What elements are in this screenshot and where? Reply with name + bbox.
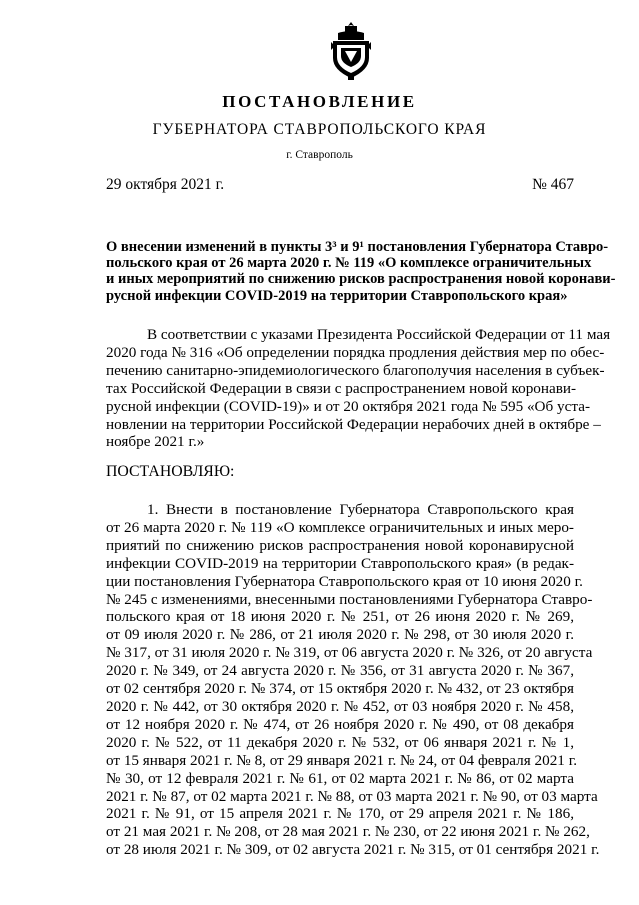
text-line: 1. Внести в постановление Губернатора Ставропольского края: [147, 501, 574, 518]
text-line: русной инфекции (COVID-19)» и от 20 октября 2021 года № 595 «Об уста-: [106, 397, 590, 415]
city-label: г. Ставрополь: [286, 149, 353, 161]
item-1-paragraph: [106, 501, 600, 859]
text-line: 2020 года № 316 «Об определении порядка продления действия мер по обес-: [106, 343, 605, 361]
text-line: № 245 с изменениями, внесенными постановлениями Губернатора Ставро-: [106, 590, 593, 608]
document-number: № 467: [532, 176, 574, 193]
text-line: печению санитарно-эпидемиологического благополучия населения в субъек-: [106, 361, 605, 379]
text-line: от 12 ноября 2020 г. № 474, от 26 ноября 2020 г. № 490, от 08 декабря: [106, 715, 574, 733]
document-subject: [106, 239, 616, 304]
text-line: приятий по снижению рисков распространения новой коронавирусной: [106, 536, 574, 554]
subject-line: польского края от 26 марта 2020 г. № 119 «О комплексе ограничительных: [106, 255, 592, 272]
text-line: 2020 г. № 522, от 11 декабря 2020 г. № 532, от 06 января 2021 г. № 1,: [106, 733, 574, 751]
text-line: № 30, от 12 февраля 2021 г. № 61, от 02 марта 2021 г. № 86, от 02 марта: [106, 769, 574, 787]
text-line: В соответствии с указами Президента Российской Федерации от 11 мая: [147, 326, 611, 343]
text-line: 2021 г. № 87, от 02 марта 2021 г. № 88, от 03 марта 2021 г. № 90, от 03 марта: [106, 787, 598, 805]
stavropol-coat-of-arms-icon: [328, 20, 374, 82]
subject-line: и иных мероприятий по снижению рисков распространения новой коронави-: [106, 271, 616, 288]
issuer-subtitle: ГУБЕРНАТОРА СТАВРОПОЛЬСКОГО КРАЯ: [152, 121, 487, 138]
text-line: 2020 г. № 442, от 30 октября 2020 г. № 452, от 03 ноября 2020 г. № 458,: [106, 697, 574, 715]
subject-line: О внесении изменений в пункты 3³ и 9¹ постановления Губернатора Ставро-: [106, 239, 609, 255]
text-line: польского края от 18 июня 2020 г. № 251, от 26 июня 2020 г. № 269,: [106, 608, 574, 626]
decree-heading: ПОСТАНОВЛЯЮ:: [106, 463, 235, 480]
text-line: новлении на территории Российской Федерации нерабочих дней в октябре –: [106, 415, 601, 433]
text-line: от 15 января 2021 г. № 8, от 29 января 2021 г. № 24, от 04 февраля 2021 г.: [106, 751, 578, 769]
preamble-paragraph: [106, 326, 611, 451]
text-line: тах Российской Федерации в связи с распространением новой коронави-: [106, 379, 577, 397]
subject-line: русной инфекции COVID-2019 на территории Ставропольского края»: [106, 287, 568, 304]
text-line: от 09 июля 2020 г. № 286, от 21 июля 2020 г. № 298, от 30 июля 2020 г.: [106, 626, 574, 644]
text-line: ноябре 2021 г.»: [106, 433, 205, 451]
text-line: от 28 июля 2021 г. № 309, от 02 августа 2021 г. № 315, от 01 сентября 2021 г.: [106, 841, 600, 859]
text-line: от 02 сентября 2020 г. № 374, от 15 октября 2020 г. № 432, от 23 октября: [106, 680, 574, 698]
text-line: № 317, от 31 июля 2020 г. № 319, от 06 августа 2020 г. № 326, от 20 августа: [106, 644, 593, 662]
document-title: ПОСТАНОВЛЕНИЕ: [222, 92, 417, 111]
text-line: от 26 марта 2020 г. № 119 «О комплексе ограничительных и иных меро-: [106, 518, 574, 536]
text-line: инфекции COVID-2019 на территории Ставропольского края» (в редак-: [106, 554, 574, 572]
text-line: 2020 г. № 349, от 24 августа 2020 г. № 356, от 31 августа 2020 г. № 367,: [106, 662, 574, 680]
text-line: от 21 мая 2021 г. № 208, от 28 мая 2021 г. № 230, от 22 июня 2021 г. № 262,: [106, 823, 590, 841]
document-date: 29 октября 2021 г.: [106, 176, 225, 193]
text-line: 2021 г. № 91, от 15 апреля 2021 г. № 170, от 29 апреля 2021 г. № 186,: [106, 805, 574, 823]
text-line: ции постановления Губернатора Ставропольского края от 10 июня 2020 г.: [106, 572, 583, 590]
